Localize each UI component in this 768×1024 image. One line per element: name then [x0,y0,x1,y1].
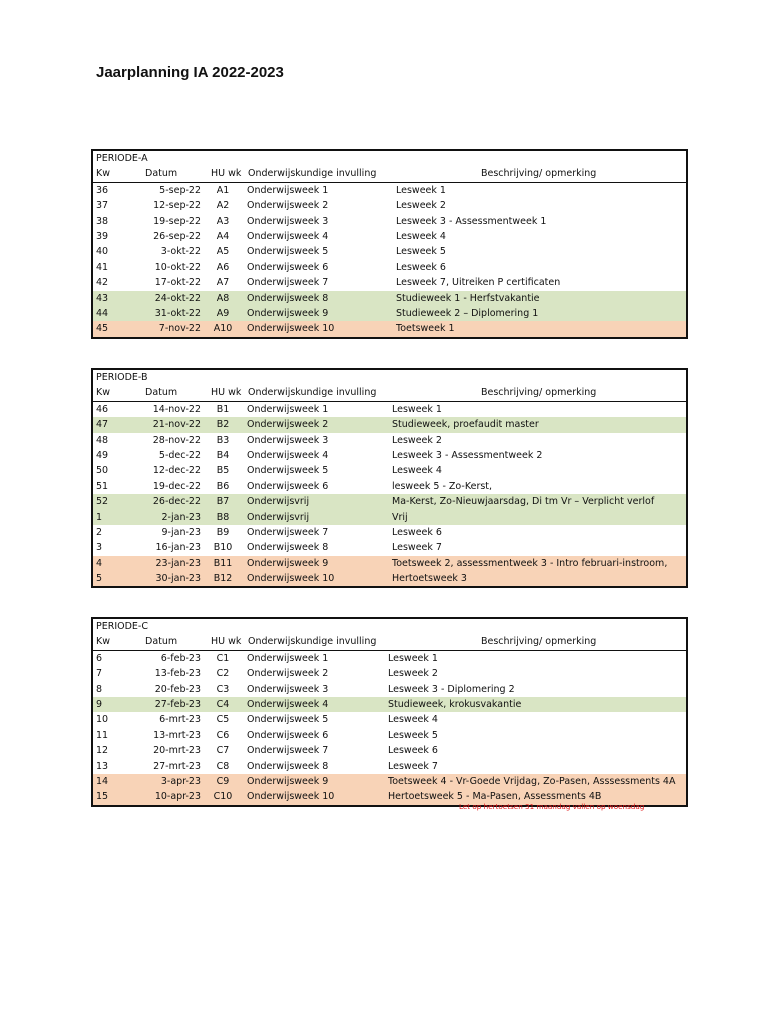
date-cell: 16-jan-23 [155,542,201,554]
onderwijs-cell: Onderwijsweek 4 [247,449,329,461]
week-number-cell: 13 [96,760,109,772]
onderwijs-cell: Onderwijsweek 5 [247,465,329,477]
hu-week-cell: A2 [216,200,230,212]
table-row [93,743,686,758]
hu-week-cell: C5 [216,714,230,726]
table-row [93,525,686,540]
table-row [93,494,686,509]
date-cell: 23-jan-23 [155,557,201,569]
hu-week-cell: A6 [216,261,230,273]
period-name: PERIODE-B [96,372,148,383]
onderwijs-cell: Onderwijsweek 5 [247,246,329,258]
hu-week-cell: B5 [216,465,230,477]
table-row [93,651,686,666]
column-header-date: Datum [145,636,178,648]
week-number-cell: 43 [96,292,109,304]
column-header-onderwijs: Onderwijskundige invulling [248,387,377,399]
onderwijs-cell: Onderwijsweek 9 [247,775,329,787]
onderwijs-cell: Onderwijsweek 2 [247,200,329,212]
column-header-description: Beschrijving/ opmerking [481,168,597,180]
onderwijs-cell: Onderwijsweek 7 [247,277,329,289]
onderwijs-cell: Onderwijsweek 6 [247,261,329,273]
hu-week-cell: A3 [216,215,230,227]
table-row [93,728,686,743]
column-header-kw: Kw [96,168,110,180]
week-number-cell: 11 [96,729,109,741]
date-cell: 20-mrt-23 [153,745,201,757]
onderwijs-cell: Onderwijsweek 3 [247,683,329,695]
date-cell: 17-okt-22 [154,277,201,289]
description-cell: Toetsweek 2, assessmentweek 3 - Intro februari-instroom, [392,557,668,569]
onderwijs-cell: Onderwijsweek 4 [247,230,329,242]
onderwijs-cell: Onderwijsweek 8 [247,542,329,554]
onderwijs-cell: Onderwijsweek 1 [247,652,329,664]
column-header-kw: Kw [96,387,110,399]
week-number-cell: 52 [96,496,109,508]
description-cell: Vrij [392,511,408,523]
period-c-table [91,617,688,807]
week-number-cell: 44 [96,307,109,319]
hu-week-cell: A7 [216,277,230,289]
hu-week-cell: B2 [216,419,230,431]
column-headers [93,634,686,649]
date-cell: 5-sep-22 [159,184,201,196]
onderwijs-cell: Onderwijsweek 2 [247,668,329,680]
description-cell: Lesweek 1 [388,652,438,664]
description-cell: Lesweek 3 - Assessmentweek 1 [396,215,547,227]
hu-week-cell: A5 [216,246,230,258]
hu-week-cell: C7 [216,745,230,757]
table-row [93,417,686,432]
table-row [93,556,686,571]
week-number-cell: 45 [96,323,109,335]
onderwijs-cell: Onderwijsweek 10 [247,573,335,585]
period-a-table [91,149,688,339]
description-cell: Lesweek 4 [392,465,442,477]
date-cell: 30-jan-23 [155,573,201,585]
column-header-description: Beschrijving/ opmerking [481,636,597,648]
table-row [93,774,686,789]
table-row [93,433,686,448]
description-cell: lesweek 5 - Zo-Kerst, [392,480,493,492]
table-row [93,244,686,259]
date-cell: 19-dec-22 [152,480,201,492]
date-cell: 28-nov-22 [152,434,201,446]
table-row [93,198,686,213]
week-number-cell: 41 [96,261,109,273]
week-number-cell: 51 [96,480,109,492]
week-number-cell: 42 [96,277,109,289]
date-cell: 26-sep-22 [153,230,201,242]
date-cell: 27-feb-23 [154,698,201,710]
week-number-cell: 14 [96,775,109,787]
table-row [93,697,686,712]
description-cell: Lesweek 5 [396,246,446,258]
page-title: Jaarplanning IA 2022-2023 [96,64,284,81]
description-cell: Toetsweek 4 - Vr-Goede Vrijdag, Zo-Pasen, Asssessments 4A [388,775,676,787]
description-cell: Lesweek 1 [392,403,442,415]
onderwijs-cell: Onderwijsweek 8 [247,292,329,304]
hu-week-cell: B12 [213,573,233,585]
onderwijs-cell: Onderwijsweek 7 [247,526,329,538]
table-row [93,275,686,290]
date-cell: 21-nov-22 [152,419,201,431]
table-row [93,321,686,336]
week-number-cell: 48 [96,434,109,446]
description-cell: Hertoetsweek 5 - Ma-Pasen, Assessments 4B [388,791,602,803]
hu-week-cell: C8 [216,760,230,772]
table-row [93,666,686,681]
week-number-cell: 46 [96,403,109,415]
week-number-cell: 15 [96,791,109,803]
onderwijs-cell: Onderwijsweek 8 [247,760,329,772]
period-name: PERIODE-A [96,153,148,164]
date-cell: 6-mrt-23 [159,714,201,726]
description-cell: Lesweek 6 [396,261,446,273]
onderwijs-cell: Onderwijsweek 9 [247,307,329,319]
table-row [93,402,686,417]
date-cell: 19-sep-22 [153,215,201,227]
table-row [93,448,686,463]
column-header-hu-week: HU wk [211,168,242,180]
hu-week-cell: C3 [216,683,230,695]
week-number-cell: 39 [96,230,109,242]
table-row [93,260,686,275]
date-cell: 31-okt-22 [154,307,201,319]
column-headers [93,166,686,181]
table-row [93,682,686,697]
date-cell: 14-nov-22 [152,403,201,415]
onderwijs-cell: Onderwijsweek 1 [247,403,329,415]
description-cell: Lesweek 2 [388,668,438,680]
hu-week-cell: A1 [216,184,230,196]
week-number-cell: 38 [96,215,109,227]
date-cell: 3-apr-23 [160,775,201,787]
table-row [93,463,686,478]
hu-week-cell: C6 [216,729,230,741]
onderwijs-cell: Onderwijsweek 5 [247,714,329,726]
description-cell: Lesweek 4 [396,230,446,242]
week-number-cell: 49 [96,449,109,461]
hu-week-cell: B9 [216,526,230,538]
date-cell: 2-jan-23 [161,511,201,523]
week-number-cell: 6 [96,652,103,664]
onderwijs-cell: Onderwijsweek 9 [247,557,329,569]
onderwijs-cell: Onderwijsweek 2 [247,419,329,431]
period-name: PERIODE-C [96,621,148,632]
hu-week-cell: B3 [216,434,230,446]
date-cell: 7-nov-22 [158,323,201,335]
date-cell: 13-mrt-23 [153,729,201,741]
description-cell: Toetsweek 1 [396,323,455,335]
week-number-cell: 3 [96,542,103,554]
week-number-cell: 12 [96,745,109,757]
column-header-hu-week: HU wk [211,636,242,648]
week-number-cell: 37 [96,200,109,212]
description-cell: Lesweek 7 [392,542,442,554]
description-cell: Lesweek 6 [388,745,438,757]
description-cell: Hertoetsweek 3 [392,573,467,585]
description-cell: Lesweek 4 [388,714,438,726]
hu-week-cell: A10 [213,323,233,335]
description-cell: Studieweek 2 – Diplomering 1 [396,307,539,319]
hu-week-cell: B11 [213,557,233,569]
week-number-cell: 1 [96,511,103,523]
column-header-hu-week: HU wk [211,387,242,399]
week-number-cell: 7 [96,668,103,680]
date-cell: 6-feb-23 [160,652,201,664]
table-row [93,759,686,774]
week-number-cell: 36 [96,184,109,196]
description-cell: Lesweek 3 - Diplomering 2 [388,683,515,695]
date-cell: 27-mrt-23 [153,760,201,772]
hu-week-cell: A8 [216,292,230,304]
table-row [93,306,686,321]
column-headers [93,385,686,400]
table-row [93,540,686,555]
hu-week-cell: B4 [216,449,230,461]
date-cell: 20-feb-23 [154,683,201,695]
date-cell: 24-okt-22 [154,292,201,304]
date-cell: 26-dec-22 [152,496,201,508]
onderwijs-cell: Onderwijsweek 4 [247,698,329,710]
period-header [93,619,686,651]
column-header-description: Beschrijving/ opmerking [481,387,597,399]
note-text: Let op hertoetsen 31 maandag vallen op woensdag [459,802,645,811]
hu-week-cell: C2 [216,668,230,680]
hu-week-cell: A4 [216,230,230,242]
description-cell: Lesweek 5 [388,729,438,741]
onderwijs-cell: Onderwijsweek 6 [247,480,329,492]
description-cell: Lesweek 6 [392,526,442,538]
description-cell: Studieweek 1 - Herfstvakantie [396,292,540,304]
date-cell: 3-okt-22 [160,246,201,258]
column-header-kw: Kw [96,636,110,648]
hu-week-cell: C10 [213,791,233,803]
period-header [93,151,686,183]
description-cell: Ma-Kerst, Zo-Nieuwjaarsdag, Di tm Vr – Verplicht verlof [392,496,655,508]
description-cell: Lesweek 1 [396,184,446,196]
onderwijs-cell: Onderwijsweek 1 [247,184,329,196]
hu-week-cell: C9 [216,775,230,787]
table-row [93,712,686,727]
week-number-cell: 8 [96,683,103,695]
onderwijs-cell: Onderwijsweek 10 [247,791,335,803]
hu-week-cell: C4 [216,698,230,710]
week-number-cell: 5 [96,573,103,585]
period-b-table [91,368,688,588]
description-cell: Lesweek 2 [392,434,442,446]
onderwijs-cell: Onderwijsvrij [247,496,310,508]
week-number-cell: 10 [96,714,109,726]
date-cell: 13-feb-23 [154,668,201,680]
table-row [93,229,686,244]
description-cell: Studieweek, krokusvakantie [388,698,522,710]
onderwijs-cell: Onderwijsvrij [247,511,310,523]
hu-week-cell: B1 [216,403,230,415]
description-cell: Lesweek 2 [396,200,446,212]
onderwijs-cell: Onderwijsweek 10 [247,323,335,335]
table-row [93,183,686,198]
onderwijs-cell: Onderwijsweek 7 [247,745,329,757]
column-header-onderwijs: Onderwijskundige invulling [248,168,377,180]
table-row [93,214,686,229]
description-cell: Studieweek, proefaudit master [392,419,539,431]
onderwijs-cell: Onderwijsweek 3 [247,434,329,446]
week-number-cell: 40 [96,246,109,258]
description-cell: Lesweek 7 [388,760,438,772]
hu-week-cell: B7 [216,496,230,508]
date-cell: 10-apr-23 [154,791,201,803]
week-number-cell: 2 [96,526,103,538]
description-cell: Lesweek 3 - Assessmentweek 2 [392,449,543,461]
week-number-cell: 47 [96,419,109,431]
period-header [93,370,686,402]
hu-week-cell: B10 [213,542,233,554]
table-row [93,571,686,586]
column-header-date: Datum [145,168,178,180]
date-cell: 5-dec-22 [158,449,201,461]
week-number-cell: 50 [96,465,109,477]
hu-week-cell: B6 [216,480,230,492]
description-cell: Lesweek 7, Uitreiken P certificaten [396,277,561,289]
date-cell: 9-jan-23 [161,526,201,538]
week-number-cell: 4 [96,557,103,569]
onderwijs-cell: Onderwijsweek 3 [247,215,329,227]
date-cell: 12-sep-22 [153,200,201,212]
hu-week-cell: C1 [216,652,230,664]
date-cell: 12-dec-22 [152,465,201,477]
table-row [93,291,686,306]
hu-week-cell: A9 [216,307,230,319]
table-row [93,479,686,494]
onderwijs-cell: Onderwijsweek 6 [247,729,329,741]
column-header-date: Datum [145,387,178,399]
hu-week-cell: B8 [216,511,230,523]
week-number-cell: 9 [96,698,103,710]
column-header-onderwijs: Onderwijskundige invulling [248,636,377,648]
table-row [93,510,686,525]
date-cell: 10-okt-22 [154,261,201,273]
